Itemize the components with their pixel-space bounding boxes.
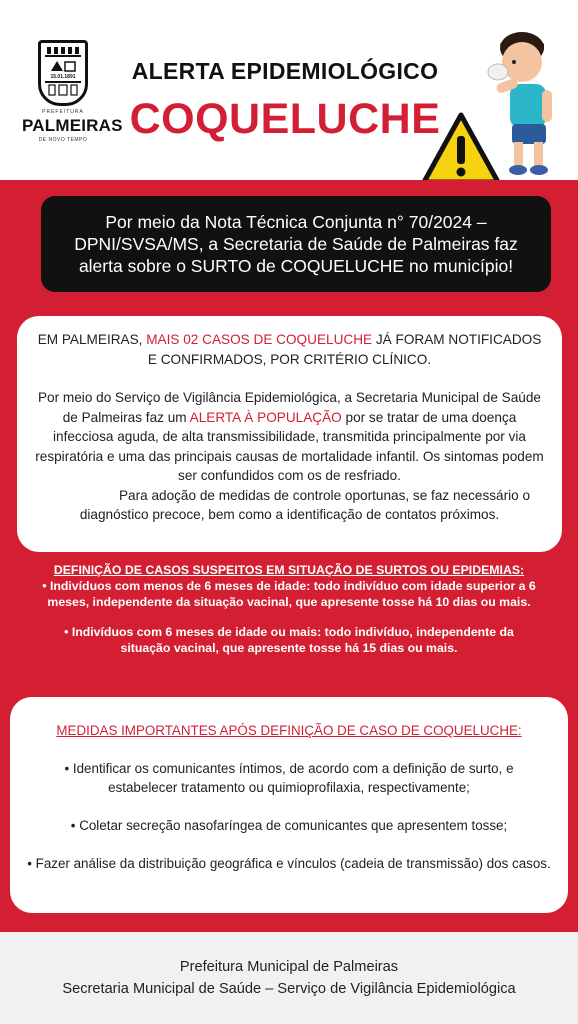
alert-banner [41,196,551,292]
palmeiras-logo [22,40,123,152]
notice-p2-end: por se tratar de uma doença infecciosa aguda, de alta transmissibilidade, transmitida principalmente por via respiratória e uma das principais causas de mortalidade infantil. Os sintomas podem ser confundidos com os de resfriado. [35,409,544,483]
spacer [14,797,564,816]
measures-item-2: • Coletar secreção nasofaríngea de comunicantes que apresentem tosse; [70,818,508,833]
footer [0,932,578,1024]
case-definition-title: DEFINIÇÃO DE CASOS SUSPEITOS EM SITUAÇÃO DE SURTOS OU EPIDEMIAS: [53,563,525,577]
notice-p1-highlight: MAIS 02 CASOS DE COQUELUCHE [146,332,373,347]
measures-item-1: • Identificar os comunicantes íntimos, de acordo com a definição de surto, e estabelecer tratamento ou quimioprofilaxia, respectivamente; [64,761,514,795]
page-subtitle: COQUELUCHE [129,95,441,143]
coughing-child-illustration [484,20,574,180]
page-title: ALERTA EPIDEMIOLÓGICO [131,58,439,84]
notice-paragraph-1 [33,330,546,369]
coat-of-arms-icon [38,40,88,106]
logo-city-name: PALMEIRAS [22,116,123,135]
logo-year: 15.01.1891 [50,74,76,80]
case-definition-item-2: • Indivíduos com 6 meses de idade ou mais: todo indivíduo, independente da situação vacinal, que apresente tosse há 15 dias ou mais. [64,625,514,655]
notice-p2-highlight: ALERTA À POPULAÇÃO [189,409,342,425]
alert-banner-line-3: alerta sobre o SURTO de COQUELUCHE no município! [78,256,514,276]
footer-line-2: Secretaria Municipal de Saúde – Serviço de Vigilância Epidemiológica [62,981,516,997]
spacer [14,835,564,854]
measures-title: MEDIDAS IMPORTANTES APÓS DEFINIÇÃO DE CASO DE COQUELUCHE: [56,723,522,738]
notice-paragraph-2 [33,388,546,486]
alert-banner-line-2: DPNI/SVSA/MS, a Secretaria de Saúde de Palmeiras faz [74,234,518,254]
footer-line-1: Prefeitura Municipal de Palmeiras [179,959,399,975]
header [0,0,578,180]
case-definition-item-1: • Indivíduos com menos de 6 meses de idade: todo indivíduo com idade superior a 6 meses, independente da situação vacinal, que apresente tosse há 10 dias ou mais. [42,579,536,609]
spacer [14,740,564,759]
notice-p1-end: JÁ FORAM NOTIFICADOS E CONFIRMADOS, POR CRITÉRIO CLÍNICO. [147,332,542,367]
case-definition-section [10,562,568,656]
measures-card [10,697,568,913]
logo-tagline: DE NOVO TEMPO [38,137,88,143]
measures-item-3: • Fazer análise da distribuição geográfica e vínculos (cadeia de transmissão) dos casos. [27,856,551,871]
notice-paragraph-3: Para adoção de medidas de controle oportunas, se faz necessário o diagnóstico precoce, bem como a identificação de contatos próximos. [79,487,531,522]
logo-prefix: PREFEITURA [42,109,84,115]
notice-p2-start: Por meio do Serviço de Vigilância Epidemiológica, a Secretaria Municipal de Saúde de Palmeiras faz um [37,390,541,425]
alert-banner-line-1: Por meio da Nota Técnica Conjunta n° 70/2024 – [105,212,487,232]
notice-p1-start: EM PALMEIRAS, [37,332,147,347]
spacer [33,369,546,388]
notice-card [17,316,562,552]
spacer [10,610,568,624]
